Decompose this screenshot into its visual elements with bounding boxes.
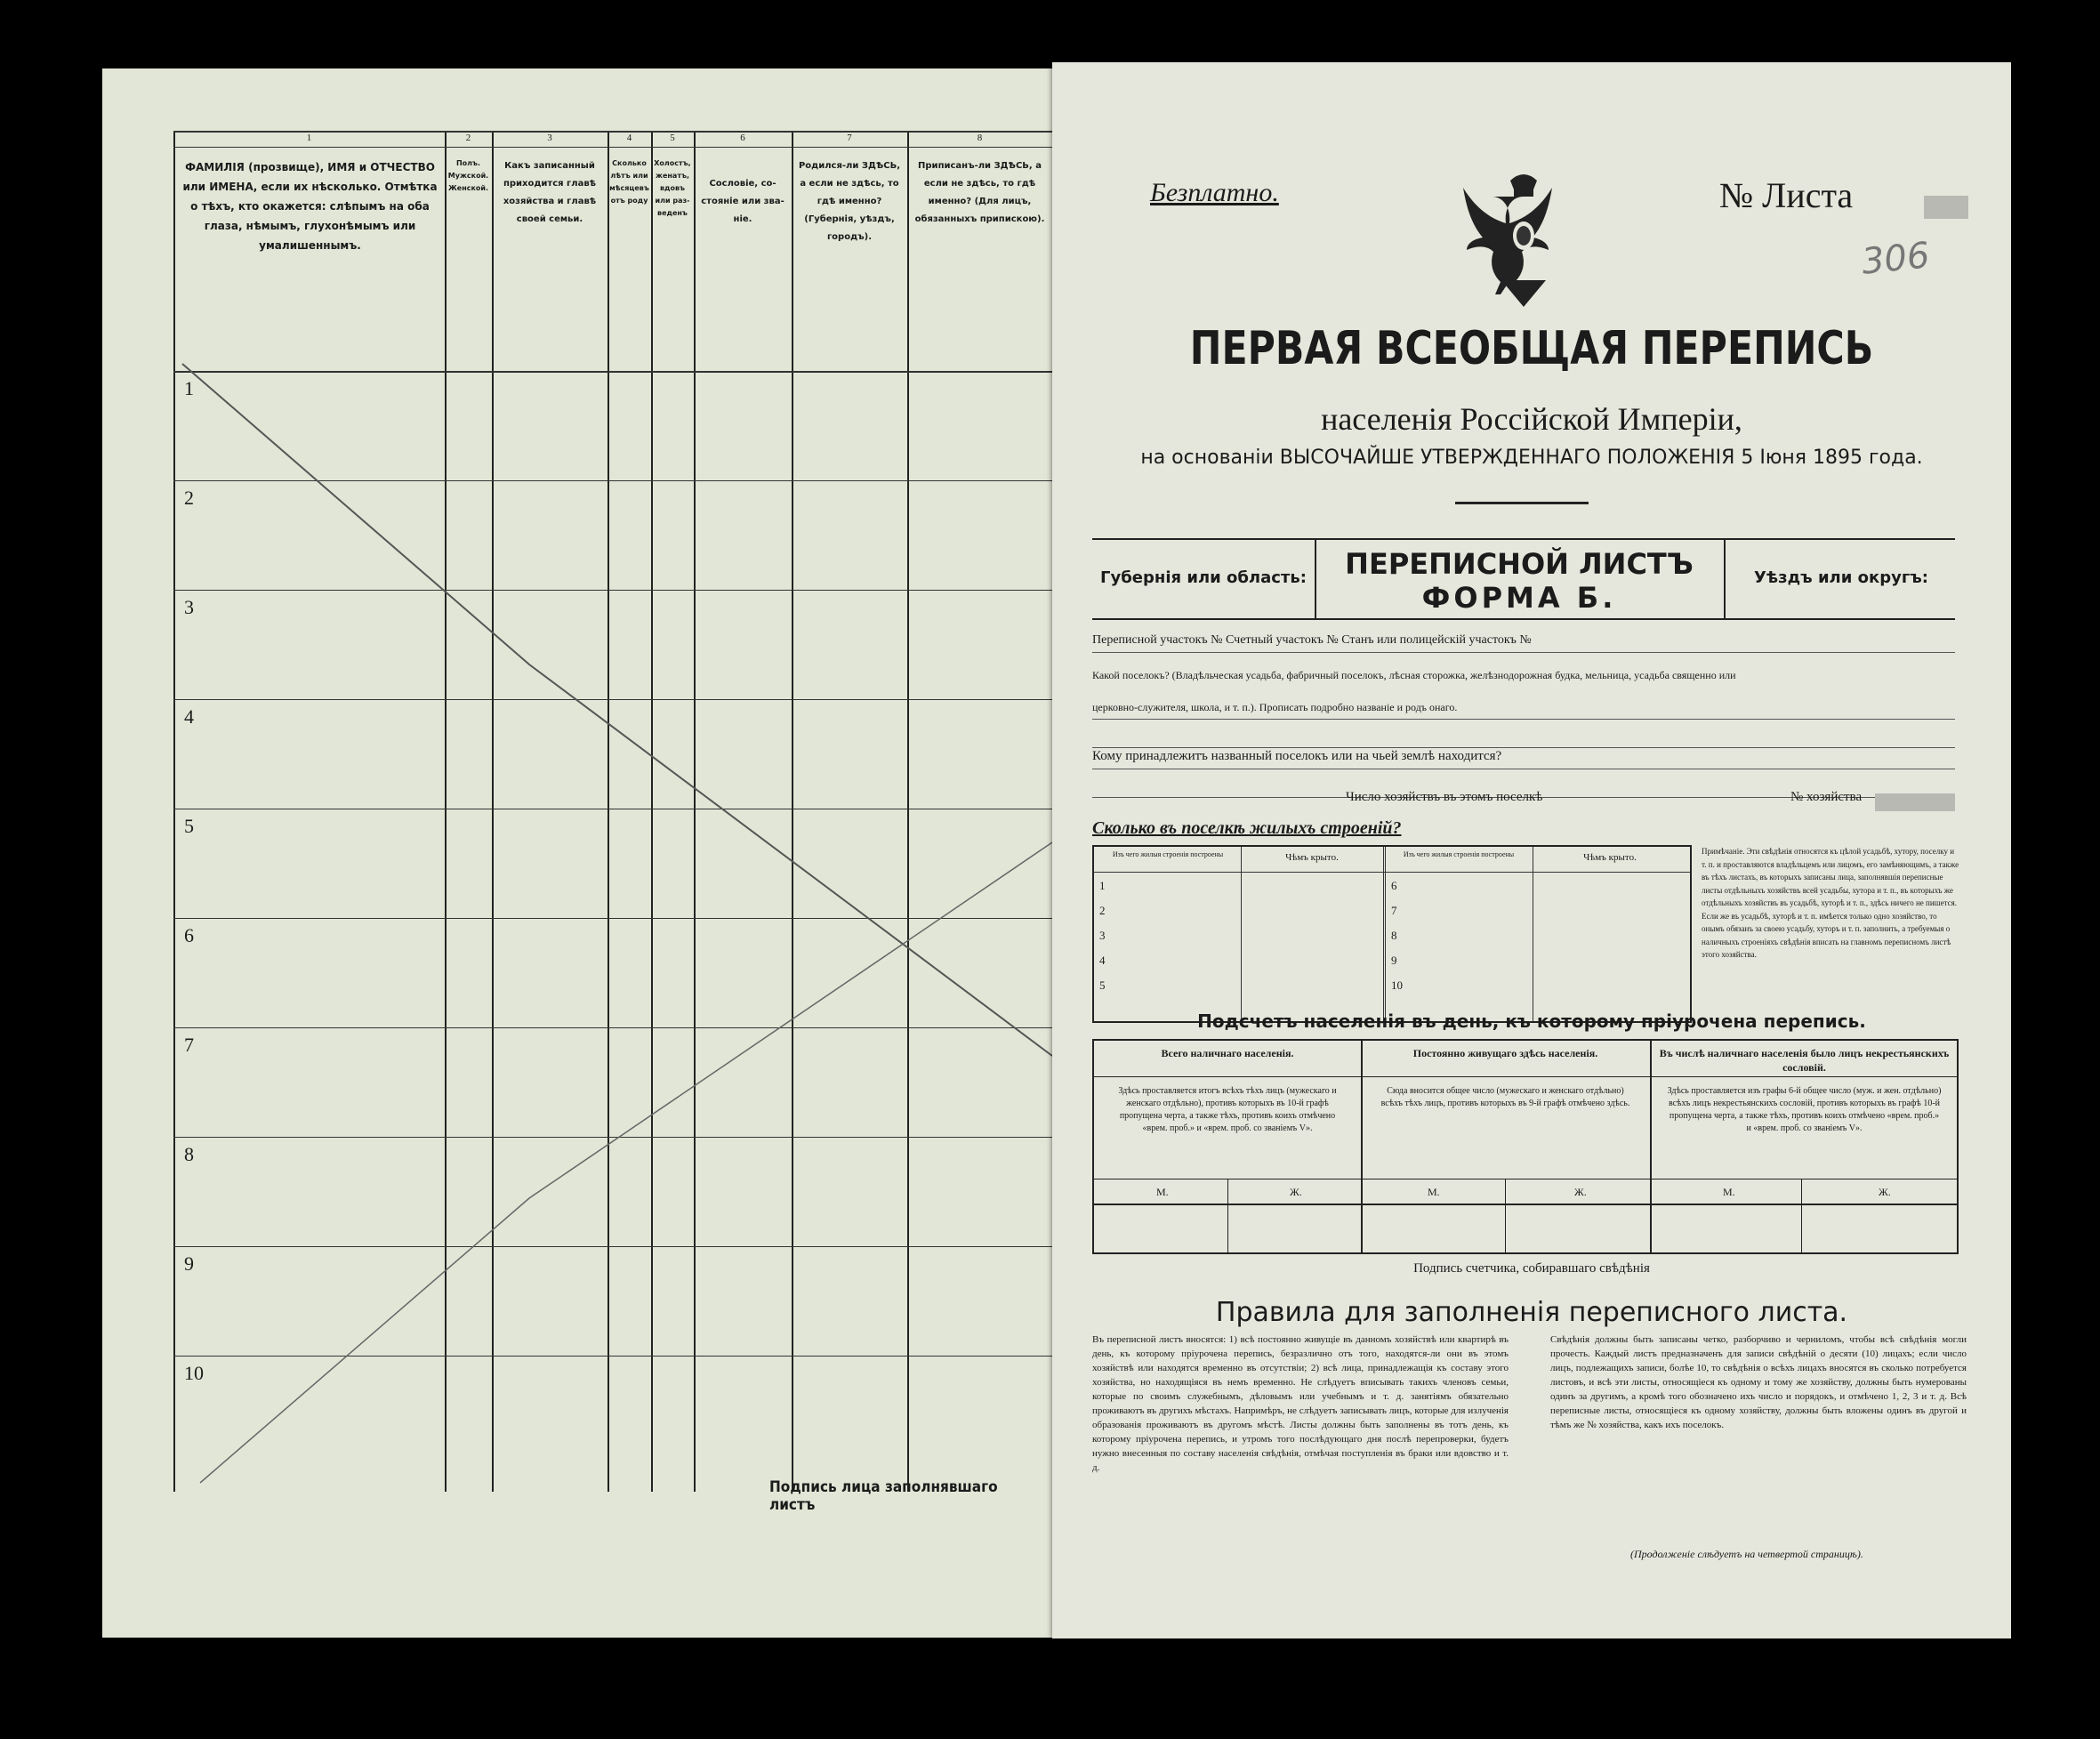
column-header-sex: Полъ. Мужской. Женской.	[447, 159, 489, 192]
column-number: 6	[740, 133, 745, 143]
female-label: Ж.	[1290, 1186, 1302, 1198]
row-number: 1	[184, 377, 194, 399]
rules-text-left: Въ переписной листъ вносятся: 1) всѣ постоянно живущіе въ данномъ хозяйствѣ или квартирѣ въ день, къ которому пріурочена перепись, безразлично отъ того, находятся-ли они въ этомъ хозяйствѣ или находятся временно въ отсутствіи; 2) всѣ лица, принадлежащія къ составу этого хозяйства, но находящіяся въ немъ временно. Не слѣдуетъ вписывать такихъ членовъ семьи, которые по своимъ служебнымъ, дѣловымъ или учебнымъ и т. д. занятіямъ обязательно проживаютъ въ другихъ мѣстахъ. Напримѣръ, не слѣдуетъ записывать лицъ, которые для излученія образованія проживаютъ въ другомъ мѣстѣ. Листы должны быть заполнены въ тотъ день, къ которому пріурочена перепись, и утромъ того послѣдующаго дня послѣ перепроверки, будетъ нужно внесенныя по составу населенія свѣдѣнія, отмѣчая поступленія въ браки или вдовство и т. д.	[1092, 1334, 1509, 1473]
free-label: Безплатно.	[1150, 178, 1279, 207]
column-number: 3	[547, 133, 552, 143]
settlement-type-line: Какой поселокъ? (Владѣльческая усадьба, фабричный поселокъ, лѣсная сторожка, желѣзнодорожная будка, мельница, усадьба священно или	[1092, 669, 1736, 681]
male-label: М.	[1428, 1186, 1440, 1198]
count-col-head: Постоянно живущаго здѣсь населенія.	[1412, 1047, 1598, 1059]
person-table	[173, 131, 1054, 1465]
houses-row-number: 2	[1099, 904, 1106, 917]
signature-label: Подпись лица заполнявшаго листъ	[769, 1478, 998, 1514]
right-page	[1052, 62, 2011, 1638]
row-number: 3	[184, 596, 194, 618]
uezd-label: Уѣздъ или округъ:	[1754, 568, 1928, 587]
count-col-body: Сюда вносится общее число (мужескаго и женскаго отдѣльно) всѣхъ тѣхъ лицъ, противъ которыхъ въ 9-й графѣ отмѣчено здѣсь.	[1380, 1086, 1630, 1108]
census-district-line: Переписной участокъ № Счетный участокъ № Станъ или полицейскій участокъ №	[1092, 633, 1532, 647]
province-label: Губернія или область:	[1100, 568, 1307, 587]
continued-note: (Продолженіе слѣдуетъ на четвертой страницѣ).	[1630, 1548, 1863, 1560]
redacted-household-number	[1875, 793, 1955, 811]
redacted-sheet-number	[1924, 196, 1968, 219]
row-number: 10	[184, 1362, 204, 1384]
male-label: М.	[1723, 1186, 1735, 1198]
column-header-birthplace: Родился-ли ЗДѢСЬ, а если не здѣсь, то гдѣ именно? (Губернія, уѣздъ, городъ).	[798, 161, 901, 242]
counter-signature-label: Подпись счетчика, собиравшаго свѣдѣнія	[1413, 1261, 1650, 1276]
houses-title: Сколько въ поселкѣ жилыхъ строеній?	[1092, 818, 1402, 838]
houses-table	[1092, 845, 1692, 1023]
sheet-number-label: № Листа	[1719, 175, 1854, 215]
row-number: 2	[184, 487, 194, 509]
female-label: Ж.	[1574, 1186, 1587, 1198]
houses-col-head: Чѣмъ крыто.	[1285, 852, 1339, 863]
column-header-registered: Приписанъ-ли ЗДѢСЬ, а если не здѣсь, то гдѣ именно? (Для лицъ, обязанныхъ припискою).	[914, 161, 1045, 224]
column-number: 8	[977, 133, 983, 143]
houses-note: Примѣчаніе. Эти свѣдѣнія относятся къ цѣлой усадьбѣ, хутору, поселку и т. п. и проставляются владѣльцемъ или лицомъ, его замѣняющимъ, а также въ тѣхъ листахъ, въ которыхъ записаны лица, заполнявшія переписные листы отдѣльныхъ хозяйствъ всей усадьбы, хутора и т. п., въ которыхъ же отдѣльныхъ хозяйствъ въ усадьбѣ, хуторѣ и т. п., здѣсь ничего не пишется. Если же въ усадьбѣ, хуторѣ и т. п. имѣется только одно хозяйство, то онымъ обязанъ за своею усадьбу, хуторъ и т. п. заполнить, а требуемыя о наличныхъ строеніяхъ свѣдѣнія вписать на главномъ переписномъ листѣ этого хозяйства.	[1702, 847, 1959, 959]
houses-row-number: 3	[1099, 929, 1106, 942]
households-count-line: Число хозяйствъ въ этомъ поселкѣ	[1346, 790, 1543, 804]
row-number: 7	[184, 1034, 194, 1056]
settlement-type-line-2: церковно-служителя, школа, и т. п.). Прописать подробно названіе и родъ онаго.	[1092, 701, 1458, 713]
female-label: Ж.	[1879, 1186, 1891, 1198]
legal-basis: на основаніи ВЫСОЧАЙШЕ УТВЕРЖДЕННАГО ПОЛОЖЕНІЯ 5 Іюня 1895 года.	[1140, 447, 1923, 469]
houses-row-number: 1	[1099, 879, 1106, 892]
column-number: 7	[847, 133, 852, 143]
row-number: 9	[184, 1252, 194, 1275]
population-count-table	[1092, 1039, 1959, 1254]
rules-text-right: Свѣдѣнія должны быть записаны четко, разборчиво и черниломъ, чтобы всѣ свѣдѣнія могли прочесть. Каждый листъ предназначенъ для записи свѣдѣній о десяти (10) лицахъ; если число лицъ, подлежащихъ записи, болѣе 10, то свѣдѣнія о всѣхъ лицахъ вносятся въ сколько потребуется листовъ, и всѣ эти листы, относящіеся къ одному и тому же хозяйству, должны быть нумерованы одинъ за другимъ, а кромѣ того обозначено ихъ число и порядокъ, и отмѣчено 1, 2, 3 и т. д. Всѣ переписные листы, относящіеся къ одному хозяйству, должны быть вложены одинъ въ другой и тѣмъ же № хозяйства, какъ ихъ поселокъ.	[1550, 1334, 1967, 1430]
form-header-box	[1092, 538, 1955, 620]
houses-row-number: 7	[1391, 904, 1397, 917]
count-col-body: Здѣсь проставляется итогъ всѣхъ тѣхъ лицъ (мужескаго и женскаго отдѣльно), противъ которыхъ въ 10-й графѣ пропущена черта, а также тѣхъ, противъ коихъ отмѣчено «врем. проб.» и «врем. проб. со званіемъ V».	[1118, 1086, 1337, 1133]
houses-row-number: 9	[1391, 954, 1397, 967]
rules-title: Правила для заполненія переписного листа.	[1215, 1297, 1848, 1328]
divider	[1455, 502, 1589, 504]
pencil-strike-lines	[173, 131, 1054, 1492]
column-number: 1	[306, 133, 312, 143]
houses-row-number: 4	[1099, 954, 1106, 967]
row-number: 6	[184, 924, 194, 946]
houses-row-number: 5	[1099, 978, 1106, 992]
column-header-relation: Какъ записанный приходится главѣ хозяйства и главѣ своей семьи.	[503, 161, 597, 224]
handwritten-number: 306	[1859, 235, 1932, 283]
column-header-age: Сколько лѣтъ или мѣсяцевъ отъ роду	[609, 159, 649, 205]
column-number: 2	[465, 133, 471, 143]
column-number: 5	[670, 133, 675, 143]
column-number: 4	[626, 133, 632, 143]
row-number: 4	[184, 705, 194, 728]
houses-col-head: Изъ чего жилыя строенія построены	[1112, 850, 1224, 858]
column-header-estate: Сословіе, состояніе или званіе.	[701, 179, 784, 224]
page-title: ПЕРВАЯ ВСЕОБЩАЯ ПЕРЕПИСЬ	[1189, 322, 1874, 375]
ownership-line: Кому принадлежитъ названный поселокъ или на чьей землѣ находится?	[1092, 749, 1502, 763]
imperial-eagle-emblem	[1457, 165, 1590, 316]
form-subtitle: ФОРМА Б.	[1421, 581, 1617, 615]
houses-row-number: 8	[1391, 929, 1397, 942]
form-title: ПЕРЕПИСНОЙ ЛИСТЪ	[1345, 547, 1694, 581]
count-col-head: Всего наличнаго населенія.	[1161, 1047, 1294, 1059]
column-header-name: ФАМИЛІЯ (прозвище), ИМЯ и ОТЧЕСТВО или ИМЕНА, если их нѣсколько. Отмѣтка о тѣхъ, кто окажется: слѣпымъ на оба глаза, нѣмымъ, глухонѣмымъ или умалишеннымъ.	[182, 161, 438, 252]
count-col-body: Здѣсь проставляется изъ графы 6-й общее число (муж. и жен. отдѣльно) всѣхъ лицъ некрестьянскихъ сословій, противъ которыхъ въ графѣ 10-й пропущена черта, а также тѣхъ, противъ коихъ отмѣчено «врем. проб.» и «врем. проб. со званіемъ V».	[1667, 1086, 1942, 1133]
count-col-head: Въ числѣ наличнаго населенія было лицъ некрестьянскихъ сословій.	[1659, 1047, 1950, 1074]
male-label: М.	[1156, 1186, 1169, 1198]
houses-row-number: 10	[1391, 978, 1403, 992]
household-number-label: № хозяйства	[1790, 790, 1863, 804]
houses-row-number: 6	[1391, 879, 1397, 892]
houses-col-head: Изъ чего жилыя строенія построены	[1403, 850, 1515, 858]
population-count-title: Подсчетъ населенія въ день, къ которому пріурочена перепись.	[1197, 1010, 1866, 1032]
page-subtitle: населенія Россійской Имперіи,	[1321, 401, 1742, 437]
left-page	[102, 68, 1054, 1638]
row-number: 5	[184, 815, 194, 837]
houses-col-head: Чѣмъ крыто.	[1583, 852, 1637, 863]
column-header-marital: Холостъ, женатъ, вдовъ или разведенъ	[654, 159, 691, 217]
row-number: 8	[184, 1143, 194, 1165]
